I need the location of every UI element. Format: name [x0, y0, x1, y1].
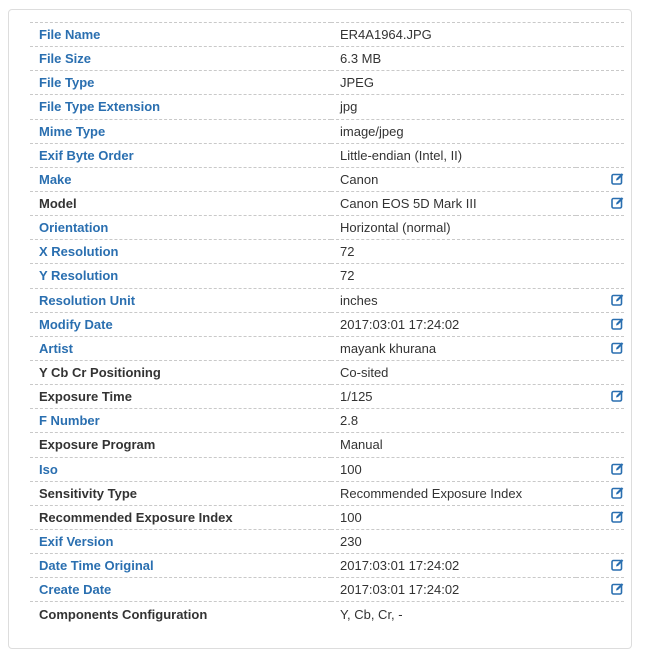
metadata-row [30, 554, 624, 578]
metadata-key-link[interactable]: Make [30, 167, 331, 191]
edit-icon[interactable] [611, 341, 624, 354]
edit-icon[interactable] [611, 389, 624, 402]
metadata-row [30, 216, 624, 240]
metadata-row [30, 288, 624, 312]
metadata-row [30, 360, 624, 384]
metadata-value: 2.8 [331, 409, 576, 433]
metadata-action-cell [576, 578, 624, 602]
metadata-action-cell [576, 47, 624, 71]
metadata-value: 2017:03:01 17:24:02 [331, 578, 576, 602]
metadata-action-cell [576, 167, 624, 191]
metadata-value: Canon [331, 167, 576, 191]
metadata-action-cell [576, 336, 624, 360]
metadata-value: Canon EOS 5D Mark III [331, 191, 576, 215]
metadata-value: 230 [331, 529, 576, 553]
metadata-key: Recommended Exposure Index [30, 505, 331, 529]
metadata-value: Co-sited [331, 360, 576, 384]
metadata-action-cell [576, 433, 624, 457]
metadata-row [30, 191, 624, 215]
metadata-row [30, 505, 624, 529]
metadata-key-link[interactable]: Artist [30, 336, 331, 360]
edit-icon[interactable] [611, 486, 624, 499]
metadata-table-body [30, 23, 624, 627]
metadata-key-link[interactable]: Iso [30, 457, 331, 481]
metadata-value: inches [331, 288, 576, 312]
edit-icon[interactable] [611, 293, 624, 306]
metadata-action-cell [576, 264, 624, 288]
metadata-value: Horizontal (normal) [331, 216, 576, 240]
metadata-row [30, 71, 624, 95]
metadata-row [30, 264, 624, 288]
metadata-row [30, 95, 624, 119]
metadata-key-link[interactable]: Y Resolution [30, 264, 331, 288]
metadata-action-cell [576, 95, 624, 119]
metadata-value: 2017:03:01 17:24:02 [331, 554, 576, 578]
metadata-key: Exposure Program [30, 433, 331, 457]
metadata-value: 6.3 MB [331, 47, 576, 71]
metadata-row [30, 481, 624, 505]
metadata-action-cell [576, 119, 624, 143]
metadata-action-cell [576, 529, 624, 553]
metadata-table [30, 22, 624, 626]
metadata-action-cell [576, 409, 624, 433]
metadata-key-link[interactable]: Exif Byte Order [30, 143, 331, 167]
metadata-value: jpg [331, 95, 576, 119]
edit-icon[interactable] [611, 558, 624, 571]
metadata-action-cell [576, 360, 624, 384]
metadata-key-link[interactable]: File Type [30, 71, 331, 95]
metadata-row [30, 47, 624, 71]
metadata-value: 100 [331, 505, 576, 529]
metadata-key-link[interactable]: Exif Version [30, 529, 331, 553]
metadata-value: Little-endian (Intel, II) [331, 143, 576, 167]
edit-icon[interactable] [611, 462, 624, 475]
metadata-value: Y, Cb, Cr, - [331, 602, 576, 626]
metadata-action-cell [576, 457, 624, 481]
metadata-action-cell [576, 602, 624, 626]
metadata-key: Y Cb Cr Positioning [30, 360, 331, 384]
metadata-action-cell [576, 71, 624, 95]
metadata-key: Sensitivity Type [30, 481, 331, 505]
metadata-row [30, 336, 624, 360]
metadata-action-cell [576, 554, 624, 578]
metadata-row [30, 312, 624, 336]
metadata-row [30, 529, 624, 553]
metadata-row [30, 119, 624, 143]
metadata-key-link[interactable]: File Type Extension [30, 95, 331, 119]
metadata-value: 72 [331, 240, 576, 264]
edit-icon[interactable] [611, 317, 624, 330]
metadata-value: Manual [331, 433, 576, 457]
metadata-value: ER4A1964.JPG [331, 23, 576, 47]
metadata-key: Components Configuration [30, 602, 331, 626]
metadata-key-link[interactable]: File Name [30, 23, 331, 47]
metadata-key-link[interactable]: File Size [30, 47, 331, 71]
edit-icon[interactable] [611, 510, 624, 523]
metadata-value: 1/125 [331, 385, 576, 409]
edit-icon[interactable] [611, 172, 624, 185]
metadata-row [30, 433, 624, 457]
metadata-action-cell [576, 240, 624, 264]
metadata-key-link[interactable]: Create Date [30, 578, 331, 602]
metadata-key: Exposure Time [30, 385, 331, 409]
metadata-key-link[interactable]: Mime Type [30, 119, 331, 143]
metadata-key-link[interactable]: Orientation [30, 216, 331, 240]
metadata-action-cell [576, 288, 624, 312]
metadata-panel [8, 9, 632, 649]
metadata-action-cell [576, 143, 624, 167]
metadata-action-cell [576, 312, 624, 336]
metadata-action-cell [576, 385, 624, 409]
metadata-key-link[interactable]: Date Time Original [30, 554, 331, 578]
metadata-action-cell [576, 191, 624, 215]
metadata-value: Recommended Exposure Index [331, 481, 576, 505]
metadata-action-cell [576, 23, 624, 47]
metadata-value: 100 [331, 457, 576, 481]
metadata-key-link[interactable]: F Number [30, 409, 331, 433]
metadata-value: 2017:03:01 17:24:02 [331, 312, 576, 336]
metadata-key-link[interactable]: X Resolution [30, 240, 331, 264]
metadata-row [30, 578, 624, 602]
metadata-row [30, 167, 624, 191]
metadata-value: 72 [331, 264, 576, 288]
metadata-key-link[interactable]: Resolution Unit [30, 288, 331, 312]
metadata-row [30, 385, 624, 409]
metadata-row [30, 143, 624, 167]
metadata-key: Model [30, 191, 331, 215]
metadata-row [30, 602, 624, 626]
metadata-row [30, 240, 624, 264]
metadata-row [30, 409, 624, 433]
metadata-value: JPEG [331, 71, 576, 95]
metadata-row [30, 457, 624, 481]
metadata-value: image/jpeg [331, 119, 576, 143]
edit-icon[interactable] [611, 582, 624, 595]
metadata-key-link[interactable]: Modify Date [30, 312, 331, 336]
metadata-value: mayank khurana [331, 336, 576, 360]
metadata-row [30, 23, 624, 47]
metadata-action-cell [576, 216, 624, 240]
metadata-action-cell [576, 481, 624, 505]
metadata-action-cell [576, 505, 624, 529]
edit-icon[interactable] [611, 196, 624, 209]
